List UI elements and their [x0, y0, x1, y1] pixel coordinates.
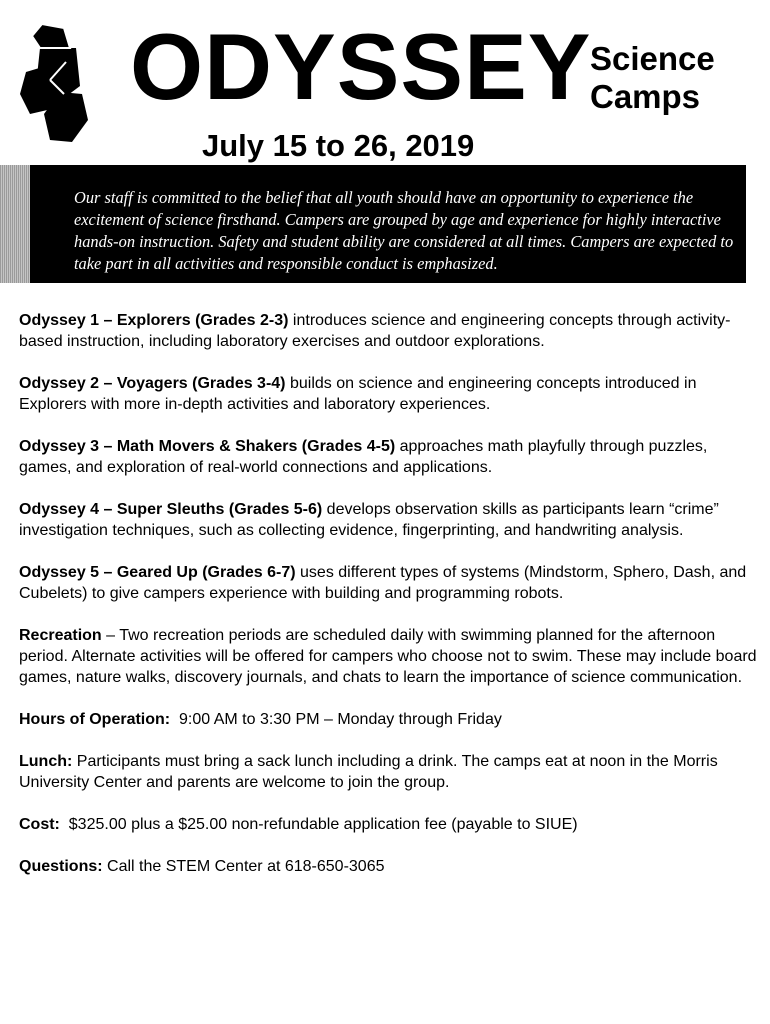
lunch-info — [19, 751, 759, 793]
program-description: uses different types of systems (Mindstorm, Sphero, Dash, and Cubelets) to give campers experience with building and programming robots. — [19, 564, 747, 602]
program-description: approaches math playfully through puzzles, games, and exploration of real-world connections and applications. — [19, 438, 708, 476]
recreation-info — [19, 625, 759, 688]
program-odyssey-3 — [19, 436, 759, 478]
mission-banner — [30, 165, 746, 283]
program-name: Odyssey 2 – Voyagers (Grades 3-4) — [19, 375, 286, 392]
recreation-label: Recreation — [19, 627, 102, 644]
lunch-text: Participants must bring a sack lunch including a drink. The camps eat at noon in the Morris University Center and parents are welcome to join the group. — [19, 753, 718, 791]
program-odyssey-5 — [19, 562, 759, 604]
questions-info — [19, 856, 759, 877]
questions-label: Questions: — [19, 858, 103, 875]
cost-label: Cost: — [19, 816, 60, 833]
decorative-gray-bar — [0, 165, 30, 283]
mission-statement: Our staff is committed to the belief that all youth should have an opportunity to experience the excitement of science firsthand. Campers are grouped by age and experience for highly interactive hands-on instruction. Safety and student ability are considered at all times. Campers are expected to take part in all activities and responsible conduct is emphasized. — [74, 188, 734, 273]
camp-dates: July 15 to 26, 2019 — [202, 128, 475, 163]
program-name: Odyssey 4 – Super Sleuths (Grades 5-6) — [19, 501, 323, 518]
page-title: ODYSSEY — [130, 14, 592, 119]
lunch-label: Lunch: — [19, 753, 73, 770]
questions-text: Call the STEM Center at 618-650-3065 — [102, 858, 385, 875]
program-odyssey-2 — [19, 373, 759, 415]
recreation-text: – Two recreation periods are scheduled daily with swimming planned for the afternoon period. Alternate activities will be offered for campers who choose not to swim. These may include board games, nature walks, discovery journals, and chats to learn the importance of science communication. — [19, 627, 757, 686]
subtitle-line-2: Camps — [590, 78, 701, 115]
hours-label: Hours of Operation: — [19, 711, 171, 728]
program-name: Odyssey 5 – Geared Up (Grades 6-7) — [19, 564, 296, 581]
program-description: introduces science and engineering concepts through activity-based instruction, including laboratory exercises and outdoor explorations. — [19, 312, 731, 350]
program-name: Odyssey 1 – Explorers (Grades 2-3) — [19, 312, 289, 329]
program-odyssey-1 — [19, 310, 759, 352]
hours-text: 9:00 AM to 3:30 PM – Monday through Friday — [170, 711, 502, 728]
subtitle — [590, 40, 750, 116]
program-name: Odyssey 3 – Math Movers & Shakers (Grades 4-5) — [19, 438, 396, 455]
subtitle-line-1: Science — [590, 40, 715, 77]
camp-details — [19, 310, 759, 898]
cost-text: $325.00 plus a $25.00 non-refundable application fee (payable to SIUE) — [59, 816, 578, 833]
hexagon-logo-icon — [20, 22, 88, 148]
cost-info — [19, 814, 759, 835]
program-odyssey-4 — [19, 499, 759, 541]
hours-info — [19, 709, 759, 730]
program-description: develops observation skills as participants learn “crime” investigation techniques, such as collecting evidence, fingerprinting, and handwriting analysis. — [19, 501, 719, 539]
program-description: builds on science and engineering concepts introduced in Explorers with more in-depth activities and laboratory experiences. — [19, 375, 697, 413]
